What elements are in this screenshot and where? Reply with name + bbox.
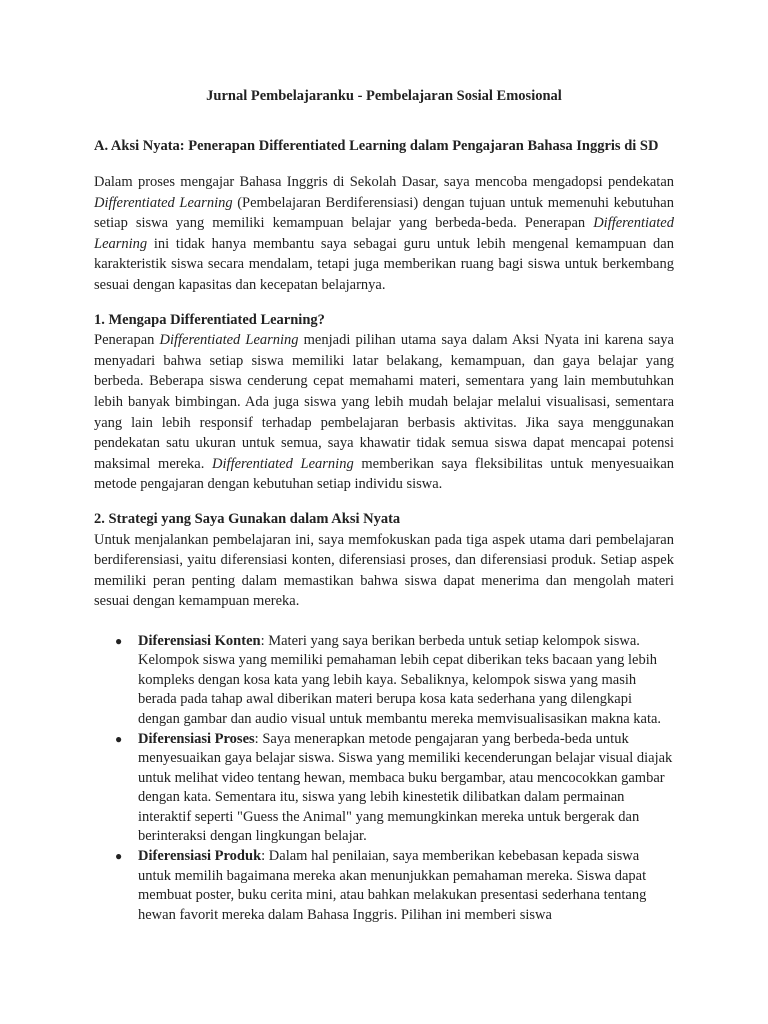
why-heading: 1. Mengapa Differentiated Learning?: [94, 311, 325, 328]
intro-paragraph: [94, 172, 674, 296]
bullet-term: Diferensiasi Produk: [138, 848, 262, 865]
intro-text-1: Dalam proses mengajar Bahasa Inggris di Sekolah Dasar, saya mencoba mengadopsi pendekatan: [94, 174, 674, 190]
intro-text-3: ini tidak hanya membantu saya sebagai guru untuk lebih mengenal kemampuan dan karakteristik siswa secara mendalam, tetapi juga memberikan ruang bagi siswa untuk berkembang sesuai dengan kapasitas dan kecepatan belajarnya.: [94, 235, 674, 293]
why-emphasis-1: Differentiated Learning: [159, 332, 299, 349]
bullet-term: Diferensiasi Konten: [138, 632, 261, 649]
why-section: [94, 310, 674, 495]
list-item: [94, 632, 674, 729]
intro-emphasis-2: Differentiated Learning: [94, 215, 674, 252]
bullet-text: : Saya menerapkan metode pengajaran yang berbeda-beda untuk menyesuaikan gaya belajar siswa. Siswa yang memiliki kecenderungan belajar visual diajak untuk melihat video tentang hewan, membaca buku bergambar, atau mencocokkan gambar dengan kata. Sementara itu, siswa yang lebih kinestetik dilibatkan dalam permainan interaktif seperti "Guess the Animal" yang memungkinkan mereka untuk bergerak dan berinteraksi dengan lingkungan belajar.: [138, 730, 673, 844]
bullet-icon: ●: [115, 731, 123, 746]
bullet-text: : Materi yang saya berikan berbeda untuk setiap kelompok siswa. Kelompok siswa yang memiliki pemahaman lebih cepat diberikan teks bacaan yang lebih kompleks dengan kosa kata yang lebih kaya. Sebaliknya, kelompok siswa yang masih berada pada tahap awal diberikan materi berupa kosa kata sederhana yang dilengkapi dengan gambar dan audio visual untuk membantu mereka memvisualisasikan makna kata.: [138, 632, 662, 727]
strategy-paragraph: Untuk menjalankan pembelajaran ini, saya memfokuskan pada tiga aspek utama dari pembelajaran berdiferensiasi, yaitu diferensiasi konten, diferensiasi proses, dan diferensiasi produk. Setiap aspek memiliki peran penting dalam memastikan bahwa siswa dapat menerima dan mengolah materi sesuai dengan kemampuan mereka.: [94, 531, 674, 610]
section-a-heading: A. Aksi Nyata: Penerapan Differentiated Learning dalam Pengajaran Bahasa Inggris di SD: [94, 138, 659, 154]
bullet-icon: ●: [115, 633, 123, 648]
why-text-1: Penerapan: [94, 332, 160, 349]
intro-emphasis-1: Differentiated Learning: [94, 194, 233, 211]
bullet-text: : Dalam hal penilaian, saya memberikan kebebasan kepada siswa untuk memilih bagaimana mereka akan menunjukkan pemahaman mereka. Siswa dapat membuat poster, buku cerita mini, atau bahkan melakukan presentasi sederhana tentang hewan favorit mereka dalam Bahasa Inggris. Pilihan ini memberi siswa: [138, 848, 647, 923]
strategy-heading: 2. Strategi yang Saya Gunakan dalam Aksi Nyata: [94, 510, 401, 527]
bullet-term: Diferensiasi Proses: [138, 730, 255, 747]
list-item: [94, 730, 674, 846]
why-text-2: menjadi pilihan utama saya dalam Aksi Nyata ini karena saya menyadari bahwa setiap siswa memiliki latar belakang, kemampuan, dan gaya belajar yang berbeda. Beberapa siswa cenderung cepat memahami materi, sementara yang lain membutuhkan lebih banyak bimbingan. Ada juga siswa yang lebih mudah belajar melalui visualisasi, sementara yang lain lebih responsif terhadap pembelajaran berbasis aktivitas. Jika saya menggunakan pendekatan satu ukuran untuk semua, saya khawatir tidak semua siswa dapat mencapai potensi maksimal mereka.: [94, 332, 674, 472]
why-emphasis-2: Differentiated Learning: [212, 455, 354, 472]
strategy-section: [94, 509, 674, 612]
why-paragraph: [94, 330, 674, 495]
why-text-3: memberikan saya fleksibilitas untuk menyesuaikan metode pengajaran dengan kebutuhan setiap individu siswa.: [94, 455, 675, 493]
list-item: [94, 847, 674, 925]
bullet-icon: ●: [115, 849, 123, 864]
strategy-bullet-list: [94, 632, 674, 925]
intro-text-2: (Pembelajaran Berdiferensiasi) dengan tujuan untuk memenuhi kebutuhan setiap siswa yang memiliki kemampuan belajar yang berbeda-beda. Penerapan: [94, 194, 674, 232]
document-title: Jurnal Pembelajaranku - Pembelajaran Sosial Emosional: [206, 88, 562, 104]
